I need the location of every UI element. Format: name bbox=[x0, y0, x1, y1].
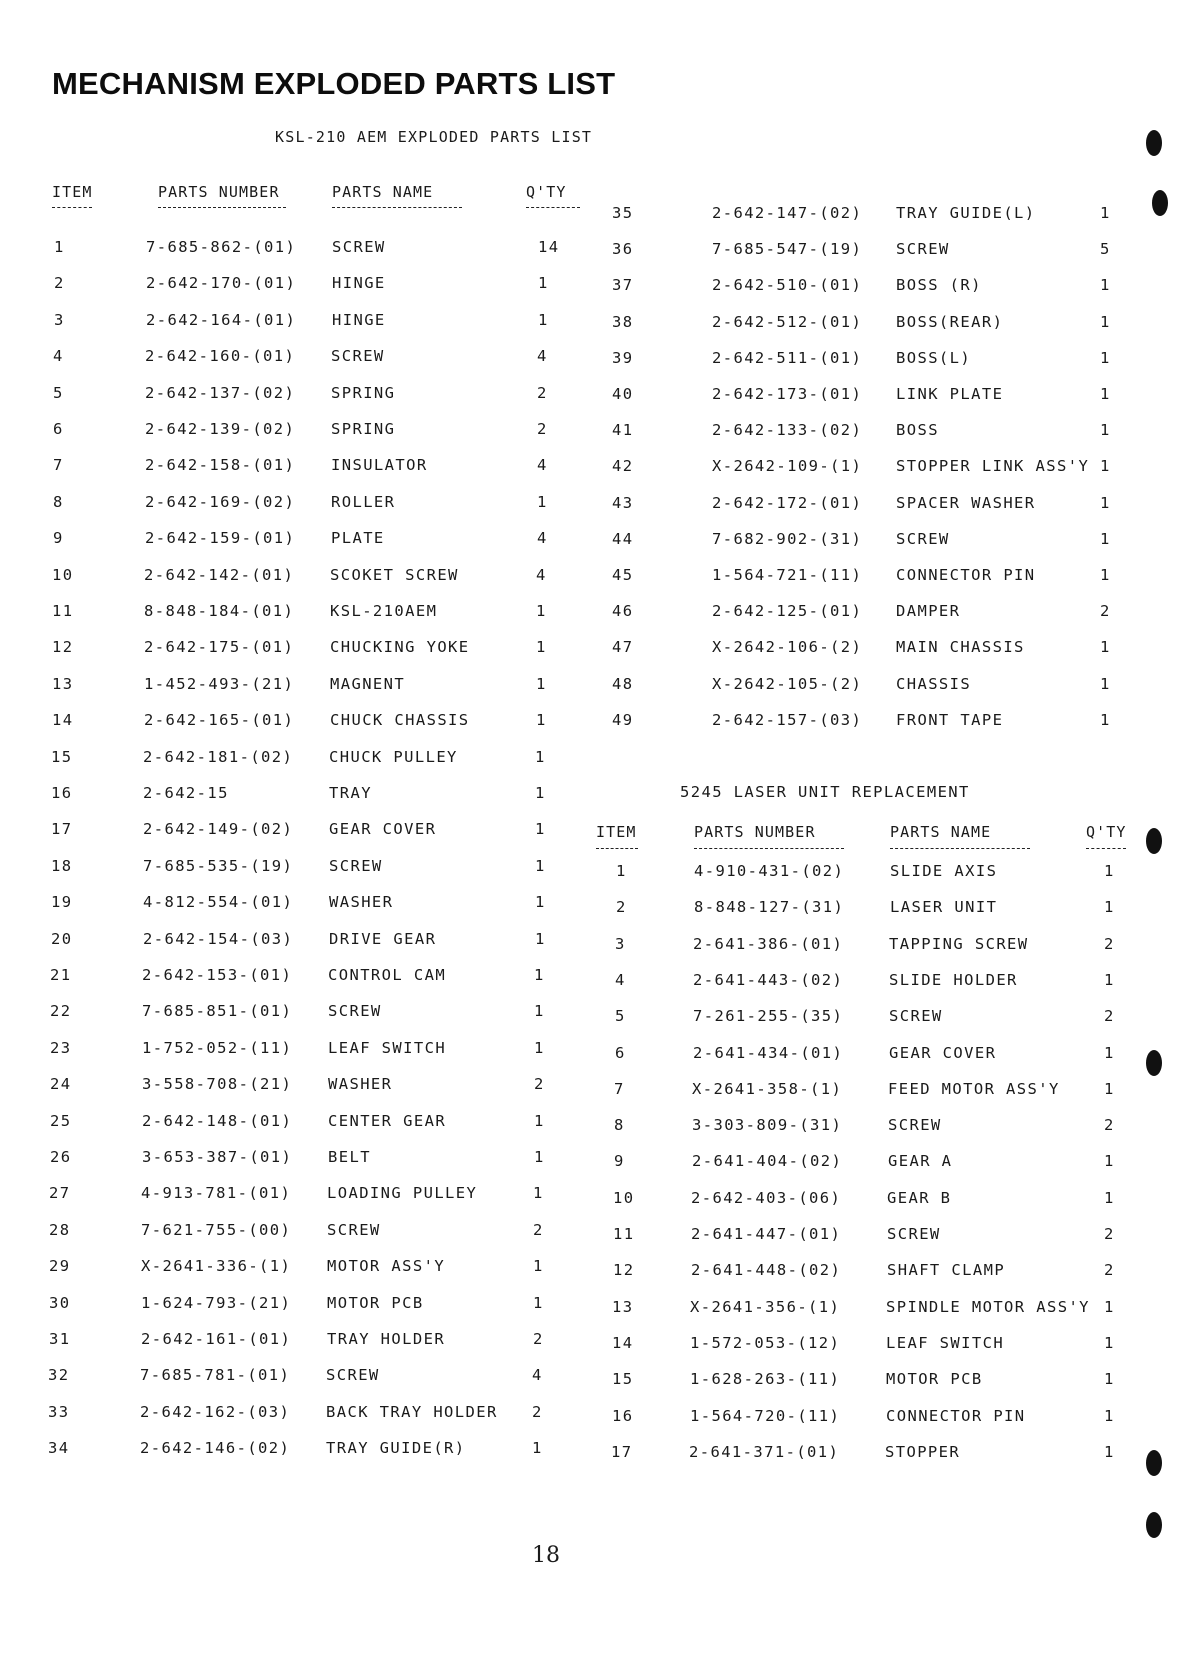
item-number: 46 bbox=[612, 602, 634, 621]
part-number: 7-685-851-(01) bbox=[142, 1002, 293, 1021]
part-qty: 1 bbox=[536, 602, 547, 620]
part-qty: 1 bbox=[1104, 1079, 1115, 1098]
item-number: 12 bbox=[613, 1261, 635, 1280]
part-number: 2-642-162-(03) bbox=[140, 1402, 291, 1421]
laser-header-part-number: PARTS NUMBER bbox=[694, 823, 816, 841]
part-name: SPRING bbox=[331, 383, 396, 402]
item-number: 5 bbox=[615, 1007, 626, 1026]
part-qty: 2 bbox=[1104, 1007, 1115, 1026]
item-number: 9 bbox=[614, 1152, 625, 1171]
item-number: 11 bbox=[613, 1225, 635, 1243]
item-number: 4 bbox=[615, 970, 626, 989]
part-qty: 1 bbox=[534, 1002, 545, 1021]
part-qty: 2 bbox=[1104, 1225, 1115, 1243]
binder-hole-mark bbox=[1146, 1450, 1162, 1476]
part-number: 3-653-387-(01) bbox=[142, 1148, 293, 1166]
part-number: 7-261-255-(35) bbox=[693, 1007, 844, 1026]
laser-header-rule bbox=[890, 848, 1030, 849]
item-number: 33 bbox=[48, 1402, 70, 1421]
part-qty: 4 bbox=[532, 1366, 543, 1385]
item-number: 28 bbox=[49, 1220, 71, 1239]
part-qty: 2 bbox=[1100, 602, 1111, 621]
laser-header-part-name: PARTS NAME bbox=[890, 823, 992, 841]
part-name: LINK PLATE bbox=[896, 385, 1004, 403]
laser-section-title: 5245 LASER UNIT REPLACEMENT bbox=[680, 783, 970, 801]
part-number: 2-642-125-(01) bbox=[712, 602, 863, 621]
part-number: X-2642-106-(2) bbox=[712, 638, 863, 657]
part-number: 3-558-708-(21) bbox=[142, 1075, 293, 1094]
item-number: 15 bbox=[51, 747, 73, 766]
part-qty: 1 bbox=[1100, 348, 1111, 367]
part-name: WASHER bbox=[329, 893, 394, 912]
part-name: BACK TRAY HOLDER bbox=[326, 1402, 498, 1421]
item-number: 8 bbox=[53, 492, 64, 511]
part-number: X-2641-356-(1) bbox=[690, 1297, 841, 1316]
part-number: 2-641-371-(01) bbox=[689, 1442, 840, 1461]
part-qty: 2 bbox=[532, 1402, 543, 1421]
part-number: 4-913-781-(01) bbox=[141, 1184, 292, 1203]
header-rule bbox=[526, 207, 580, 208]
part-qty: 14 bbox=[538, 238, 560, 256]
part-name: BELT bbox=[328, 1148, 371, 1166]
part-name: SLIDE AXIS bbox=[890, 862, 998, 880]
item-number: 6 bbox=[615, 1043, 626, 1062]
laser-header-rule bbox=[596, 848, 638, 849]
item-number: 22 bbox=[50, 1002, 72, 1021]
item-number: 39 bbox=[612, 348, 634, 367]
part-name: CONNECTOR PIN bbox=[886, 1406, 1026, 1425]
part-qty: 1 bbox=[1104, 1188, 1115, 1207]
part-name: TRAY GUIDE(R) bbox=[326, 1439, 466, 1458]
part-qty: 1 bbox=[534, 1111, 545, 1130]
part-qty: 1 bbox=[1104, 1333, 1115, 1352]
part-number: 7-621-755-(00) bbox=[141, 1220, 292, 1239]
part-number: 8-848-127-(31) bbox=[694, 898, 845, 917]
item-number: 29 bbox=[49, 1257, 71, 1276]
part-qty: 1 bbox=[534, 966, 545, 984]
part-name: WASHER bbox=[328, 1075, 393, 1094]
part-name: CHUCKING YOKE bbox=[330, 638, 470, 657]
part-name: LEAF SWITCH bbox=[886, 1333, 1005, 1352]
part-qty: 4 bbox=[537, 529, 548, 548]
part-number: 2-642-157-(03) bbox=[712, 710, 863, 729]
item-number: 1 bbox=[616, 862, 627, 880]
part-number: 2-642-175-(01) bbox=[144, 638, 295, 657]
part-qty: 1 bbox=[1104, 1406, 1115, 1425]
item-number: 42 bbox=[612, 457, 634, 476]
part-qty: 1 bbox=[533, 1293, 544, 1312]
part-qty: 1 bbox=[538, 310, 549, 329]
part-name: PLATE bbox=[331, 529, 385, 548]
part-name: CONNECTOR PIN bbox=[896, 566, 1036, 584]
part-number: 2-642-161-(01) bbox=[141, 1330, 292, 1348]
item-number: 5 bbox=[53, 383, 64, 402]
item-number: 7 bbox=[614, 1079, 625, 1098]
part-name: TRAY GUIDE(L) bbox=[896, 204, 1036, 222]
part-number: 2-642-142-(01) bbox=[144, 565, 295, 584]
part-number: 2-642-154-(03) bbox=[143, 929, 294, 948]
part-name: DRIVE GEAR bbox=[329, 929, 437, 948]
item-number: 34 bbox=[48, 1439, 70, 1458]
part-qty: 1 bbox=[1100, 529, 1111, 548]
part-qty: 2 bbox=[533, 1330, 544, 1348]
binder-hole-mark bbox=[1146, 1050, 1162, 1076]
part-name: LOADING PULLEY bbox=[327, 1184, 478, 1203]
part-number: 4-910-431-(02) bbox=[694, 862, 845, 880]
item-number: 2 bbox=[54, 274, 65, 293]
part-qty: 1 bbox=[534, 1148, 545, 1166]
part-name: HINGE bbox=[332, 310, 386, 329]
part-number: 1-624-793-(21) bbox=[141, 1293, 292, 1312]
item-number: 20 bbox=[51, 929, 73, 948]
part-qty: 1 bbox=[1100, 493, 1111, 512]
part-name: MAIN CHASSIS bbox=[896, 638, 1025, 657]
part-number: 1-572-053-(12) bbox=[690, 1333, 841, 1352]
part-number: 7-685-547-(19) bbox=[712, 240, 863, 259]
part-qty: 1 bbox=[533, 1257, 544, 1276]
binder-hole-mark bbox=[1146, 1512, 1162, 1538]
part-name: INSULATOR bbox=[331, 456, 428, 475]
part-qty: 1 bbox=[533, 1184, 544, 1203]
part-name: TRAY bbox=[329, 784, 372, 802]
part-qty: 1 bbox=[1100, 385, 1111, 403]
item-number: 3 bbox=[54, 310, 65, 329]
part-qty: 4 bbox=[537, 456, 548, 475]
item-number: 48 bbox=[612, 674, 634, 693]
part-number: 2-642-173-(01) bbox=[712, 385, 863, 403]
page-number: 18 bbox=[532, 1543, 560, 1568]
part-qty: 1 bbox=[538, 274, 549, 293]
part-qty: 1 bbox=[535, 747, 546, 766]
part-qty: 1 bbox=[1100, 312, 1111, 331]
part-number: 1-628-263-(11) bbox=[690, 1370, 841, 1389]
part-qty: 1 bbox=[537, 492, 548, 511]
item-number: 25 bbox=[50, 1111, 72, 1130]
item-number: 6 bbox=[53, 420, 64, 438]
part-name: BOSS (R) bbox=[896, 276, 982, 295]
part-qty: 1 bbox=[1104, 970, 1115, 989]
part-qty: 5 bbox=[1100, 240, 1111, 259]
part-number: 1-564-721-(11) bbox=[712, 566, 863, 584]
part-name: TAPPING SCREW bbox=[889, 934, 1029, 953]
item-number: 41 bbox=[612, 421, 634, 440]
part-name: KSL-210AEM bbox=[330, 602, 438, 620]
part-number: 2-642-146-(02) bbox=[140, 1439, 291, 1458]
part-number: 1-452-493-(21) bbox=[144, 674, 295, 693]
part-qty: 1 bbox=[1104, 1297, 1115, 1316]
part-name: SCREW bbox=[888, 1116, 942, 1135]
item-number: 9 bbox=[53, 529, 64, 548]
part-number: 2-642-149-(02) bbox=[143, 820, 294, 839]
part-number: 2-642-510-(01) bbox=[712, 276, 863, 295]
part-name: GEAR B bbox=[887, 1188, 952, 1207]
laser-header-rule bbox=[1086, 848, 1126, 849]
item-number: 14 bbox=[52, 711, 74, 730]
part-qty: 1 bbox=[535, 820, 546, 839]
part-name: SPINDLE MOTOR ASS'Y bbox=[886, 1297, 1090, 1316]
item-number: 16 bbox=[612, 1406, 634, 1425]
part-name: GEAR COVER bbox=[889, 1043, 997, 1062]
part-number: 7-682-902-(31) bbox=[712, 529, 863, 548]
part-qty: 1 bbox=[1100, 566, 1111, 584]
item-number: 43 bbox=[612, 493, 634, 512]
part-qty: 1 bbox=[1100, 276, 1111, 295]
part-number: X-2642-109-(1) bbox=[712, 457, 863, 476]
item-number: 26 bbox=[50, 1148, 72, 1166]
part-name: HINGE bbox=[332, 274, 386, 293]
header-part-name: PARTS NAME bbox=[332, 183, 434, 201]
item-number: 19 bbox=[51, 893, 73, 912]
part-name: SCREW bbox=[329, 856, 383, 875]
item-number: 12 bbox=[52, 638, 74, 657]
header-rule bbox=[332, 207, 462, 208]
part-qty: 1 bbox=[536, 638, 547, 657]
item-number: 44 bbox=[612, 529, 634, 548]
item-number: 10 bbox=[52, 565, 74, 584]
item-number: 3 bbox=[615, 934, 626, 953]
part-qty: 1 bbox=[536, 711, 547, 730]
part-name: ROLLER bbox=[331, 492, 396, 511]
part-number: 2-642-512-(01) bbox=[712, 312, 863, 331]
part-qty: 1 bbox=[1100, 204, 1111, 222]
part-name: LEAF SWITCH bbox=[328, 1038, 447, 1057]
header-rule bbox=[158, 207, 286, 208]
part-name: CENTER GEAR bbox=[328, 1111, 447, 1130]
part-number: 2-642-137-(02) bbox=[145, 383, 296, 402]
list-subtitle: KSL-210 AEM EXPLODED PARTS LIST bbox=[275, 128, 593, 146]
part-name: TRAY HOLDER bbox=[327, 1330, 446, 1348]
part-number: 2-642-159-(01) bbox=[145, 529, 296, 548]
part-qty: 4 bbox=[537, 347, 548, 366]
item-number: 1 bbox=[54, 238, 65, 256]
part-number: 2-642-147-(02) bbox=[712, 204, 863, 222]
part-name: CHUCK PULLEY bbox=[329, 747, 458, 766]
item-number: 24 bbox=[50, 1075, 72, 1094]
header-rule bbox=[52, 207, 92, 208]
item-number: 18 bbox=[51, 856, 73, 875]
part-qty: 1 bbox=[534, 1038, 545, 1057]
part-number: 2-642-160-(01) bbox=[145, 347, 296, 366]
header-item: ITEM bbox=[52, 183, 93, 201]
part-name: SCOKET SCREW bbox=[330, 565, 459, 584]
part-name: SCREW bbox=[332, 238, 386, 256]
item-number: 36 bbox=[612, 240, 634, 259]
part-number: 2-641-443-(02) bbox=[693, 970, 844, 989]
part-name: SCREW bbox=[896, 240, 950, 259]
part-number: 2-641-404-(02) bbox=[692, 1152, 843, 1171]
part-number: 2-642-165-(01) bbox=[144, 711, 295, 730]
part-number: 7-685-781-(01) bbox=[140, 1366, 291, 1385]
part-name: SCREW bbox=[326, 1366, 380, 1385]
part-qty: 1 bbox=[535, 856, 546, 875]
part-name: CONTROL CAM bbox=[328, 966, 447, 984]
part-number: 2-641-434-(01) bbox=[693, 1043, 844, 1062]
part-name: STOPPER bbox=[885, 1442, 961, 1461]
part-number: 2-641-448-(02) bbox=[691, 1261, 842, 1280]
part-name: MOTOR PCB bbox=[327, 1293, 424, 1312]
part-name: SCREW bbox=[331, 347, 385, 366]
part-qty: 1 bbox=[535, 893, 546, 912]
part-number: 2-642-403-(06) bbox=[691, 1188, 842, 1207]
part-number: 2-641-386-(01) bbox=[693, 934, 844, 953]
part-name: STOPPER LINK ASS'Y bbox=[896, 457, 1090, 476]
part-number: 2-642-148-(01) bbox=[142, 1111, 293, 1130]
part-qty: 1 bbox=[1100, 710, 1111, 729]
part-name: BOSS bbox=[896, 421, 939, 440]
part-qty: 1 bbox=[1104, 1043, 1115, 1062]
part-qty: 1 bbox=[1104, 1442, 1115, 1461]
item-number: 4 bbox=[53, 347, 64, 366]
part-number: X-2641-336-(1) bbox=[141, 1257, 292, 1276]
part-name: DAMPER bbox=[896, 602, 961, 621]
part-qty: 2 bbox=[1104, 1261, 1115, 1280]
item-number: 35 bbox=[612, 204, 634, 222]
part-qty: 1 bbox=[535, 929, 546, 948]
part-qty: 1 bbox=[535, 784, 546, 802]
part-qty: 1 bbox=[1100, 421, 1111, 440]
part-name: SCREW bbox=[328, 1002, 382, 1021]
part-name: FRONT TAPE bbox=[896, 710, 1004, 729]
part-name: LASER UNIT bbox=[890, 898, 998, 917]
item-number: 31 bbox=[49, 1330, 71, 1348]
item-number: 32 bbox=[48, 1366, 70, 1385]
part-number: 7-685-535-(19) bbox=[143, 856, 294, 875]
binder-hole-mark bbox=[1152, 190, 1168, 216]
item-number: 30 bbox=[49, 1293, 71, 1312]
part-qty: 1 bbox=[1104, 862, 1115, 880]
item-number: 49 bbox=[612, 710, 634, 729]
part-number: 2-642-172-(01) bbox=[712, 493, 863, 512]
part-number: 2-641-447-(01) bbox=[691, 1225, 842, 1243]
part-name: SLIDE HOLDER bbox=[889, 970, 1018, 989]
part-number: 7-685-862-(01) bbox=[146, 238, 297, 256]
part-number: 2-642-511-(01) bbox=[712, 348, 863, 367]
item-number: 45 bbox=[612, 566, 634, 584]
part-name: BOSS(L) bbox=[896, 348, 972, 367]
part-qty: 1 bbox=[536, 674, 547, 693]
part-qty: 2 bbox=[537, 383, 548, 402]
part-name: CHASSIS bbox=[896, 674, 972, 693]
item-number: 17 bbox=[51, 820, 73, 839]
part-name: CHUCK CHASSIS bbox=[330, 711, 470, 730]
item-number: 27 bbox=[49, 1184, 71, 1203]
part-qty: 1 bbox=[1104, 1152, 1115, 1171]
part-name: SCREW bbox=[889, 1007, 943, 1026]
part-qty: 1 bbox=[1100, 638, 1111, 657]
part-qty: 1 bbox=[1104, 898, 1115, 917]
part-name: SPACER WASHER bbox=[896, 493, 1036, 512]
part-number: X-2642-105-(2) bbox=[712, 674, 863, 693]
item-number: 16 bbox=[51, 784, 73, 802]
binder-hole-mark bbox=[1146, 130, 1162, 156]
part-qty: 2 bbox=[1104, 1116, 1115, 1135]
item-number: 14 bbox=[612, 1333, 634, 1352]
header-part-number: PARTS NUMBER bbox=[158, 183, 280, 201]
part-number: 1-564-720-(11) bbox=[690, 1406, 841, 1425]
item-number: 15 bbox=[612, 1370, 634, 1389]
part-number: 2-642-170-(01) bbox=[146, 274, 297, 293]
part-number: 2-642-181-(02) bbox=[143, 747, 294, 766]
part-number: 3-303-809-(31) bbox=[692, 1116, 843, 1135]
item-number: 40 bbox=[612, 385, 634, 403]
part-number: 2-642-164-(01) bbox=[146, 310, 297, 329]
part-name: SHAFT CLAMP bbox=[887, 1261, 1006, 1280]
part-name: SCREW bbox=[887, 1225, 941, 1243]
part-name: MAGNENT bbox=[330, 674, 406, 693]
part-qty: 1 bbox=[1104, 1370, 1115, 1389]
item-number: 47 bbox=[612, 638, 634, 657]
item-number: 11 bbox=[52, 602, 74, 620]
part-number: 2-642-153-(01) bbox=[142, 966, 293, 984]
part-name: MOTOR ASS'Y bbox=[327, 1257, 446, 1276]
part-number: 2-642-139-(02) bbox=[145, 420, 296, 438]
item-number: 21 bbox=[50, 966, 72, 984]
part-number: 2-642-169-(02) bbox=[145, 492, 296, 511]
part-qty: 2 bbox=[1104, 934, 1115, 953]
laser-header-item: ITEM bbox=[596, 823, 637, 841]
item-number: 17 bbox=[611, 1442, 633, 1461]
part-qty: 2 bbox=[534, 1075, 545, 1094]
part-qty: 4 bbox=[536, 565, 547, 584]
part-number: X-2641-358-(1) bbox=[692, 1079, 843, 1098]
part-qty: 2 bbox=[533, 1220, 544, 1239]
part-qty: 1 bbox=[532, 1439, 543, 1458]
laser-header-qty: Q'TY bbox=[1086, 823, 1127, 841]
part-name: SPRING bbox=[331, 420, 396, 438]
item-number: 7 bbox=[53, 456, 64, 475]
part-qty: 1 bbox=[1100, 674, 1111, 693]
part-number: 8-848-184-(01) bbox=[144, 602, 295, 620]
laser-header-rule bbox=[694, 848, 844, 849]
part-number: 2-642-133-(02) bbox=[712, 421, 863, 440]
page-title: MECHANISM EXPLODED PARTS LIST bbox=[52, 66, 616, 101]
part-name: GEAR COVER bbox=[329, 820, 437, 839]
item-number: 23 bbox=[50, 1038, 72, 1057]
item-number: 37 bbox=[612, 276, 634, 295]
item-number: 13 bbox=[612, 1297, 634, 1316]
part-name: BOSS(REAR) bbox=[896, 312, 1004, 331]
header-qty: Q'TY bbox=[526, 183, 567, 201]
part-number: 4-812-554-(01) bbox=[143, 893, 294, 912]
item-number: 8 bbox=[614, 1116, 625, 1135]
part-qty: 2 bbox=[537, 420, 548, 438]
part-qty: 1 bbox=[1100, 457, 1111, 476]
item-number: 2 bbox=[616, 898, 627, 917]
item-number: 10 bbox=[613, 1188, 635, 1207]
item-number: 13 bbox=[52, 674, 74, 693]
part-number: 1-752-052-(11) bbox=[142, 1038, 293, 1057]
item-number: 38 bbox=[612, 312, 634, 331]
part-number: 2-642-15 bbox=[143, 784, 229, 802]
part-number: 2-642-158-(01) bbox=[145, 456, 296, 475]
part-name: MOTOR PCB bbox=[886, 1370, 983, 1389]
part-name: FEED MOTOR ASS'Y bbox=[888, 1079, 1060, 1098]
binder-hole-mark bbox=[1146, 828, 1162, 854]
part-name: SCREW bbox=[327, 1220, 381, 1239]
part-name: GEAR A bbox=[888, 1152, 953, 1171]
part-name: SCREW bbox=[896, 529, 950, 548]
